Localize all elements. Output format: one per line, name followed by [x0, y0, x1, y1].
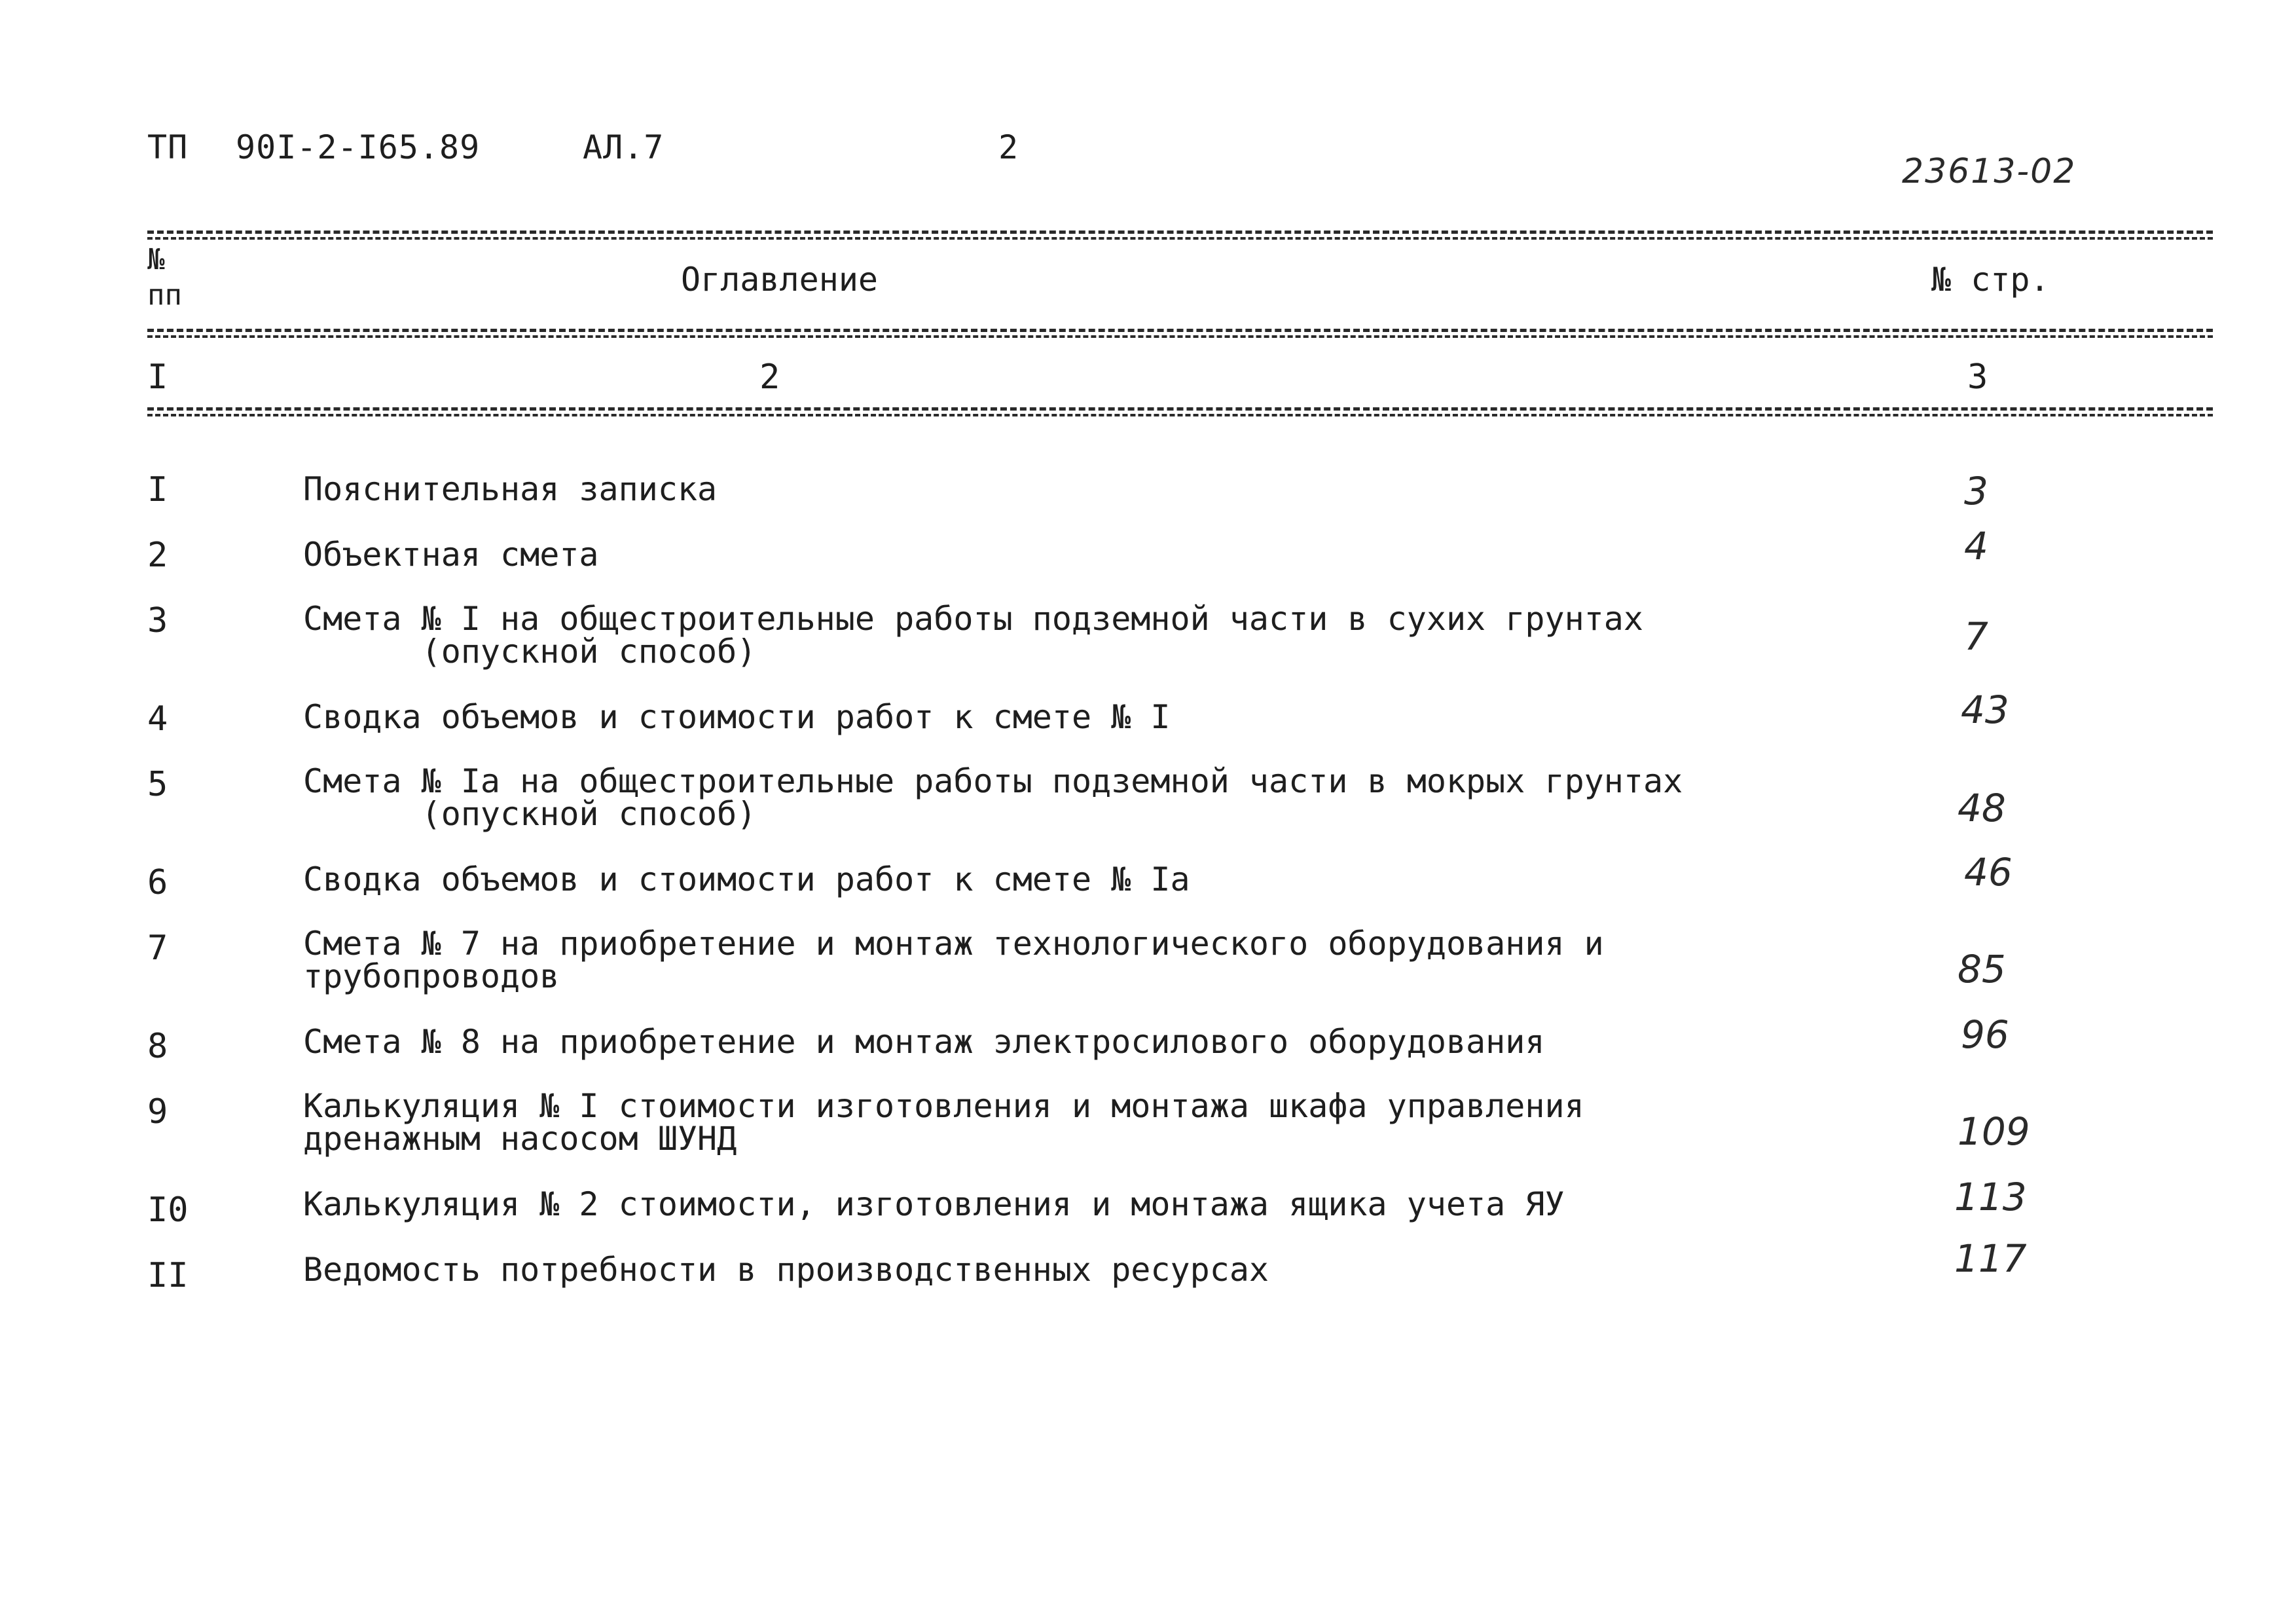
column-index-1: I	[147, 358, 168, 397]
row-number: 7	[147, 929, 168, 968]
header-bottom-rule-double	[147, 335, 2213, 338]
row-page: 4	[1964, 524, 1988, 568]
index-bottom-rule-double	[147, 414, 2213, 416]
row-title: Объектная смета	[303, 536, 599, 574]
table-top-rule-double	[147, 237, 2213, 240]
row-title-continued: (опускной способ)	[303, 795, 757, 833]
row-page: 109	[1958, 1109, 2030, 1154]
doc-code: 90I-2-I65.89	[236, 128, 481, 166]
row-number: II	[147, 1256, 189, 1295]
row-number: 6	[147, 863, 168, 902]
row-number: 8	[147, 1027, 168, 1066]
row-number: 4	[147, 699, 168, 739]
album-sheet: АЛ.7	[583, 128, 665, 166]
column-header-number	[147, 242, 182, 313]
row-number: 3	[147, 601, 168, 640]
column-index-3: 3	[1967, 358, 1988, 397]
row-title: Смета № 7 на приобретение и монтаж технологического оборудования и	[303, 925, 1604, 963]
row-page: 48	[1958, 786, 2006, 830]
row-page: 113	[1954, 1175, 2027, 1219]
row-title: Калькуляция № 2 стоимости, изготовления и монтажа ящика учета ЯУ	[303, 1185, 1565, 1223]
column-header-page: № стр.	[1931, 261, 2050, 299]
page-number: 2	[998, 128, 1019, 166]
row-title: Сводка объемов и стоимости работ к смете № Iа	[303, 860, 1190, 898]
row-page: 7	[1964, 614, 1988, 659]
row-title: Смета № 8 на приобретение и монтаж электросилового оборудования	[303, 1023, 1545, 1061]
row-page: 85	[1958, 947, 2006, 991]
row-title: Смета № I на общестроительные работы подземной части в сухих грунтах	[303, 600, 1643, 638]
row-title-continued: трубопроводов	[303, 957, 560, 995]
row-title: Сводка объемов и стоимости работ к смете № I	[303, 698, 1171, 736]
row-page: 46	[1964, 850, 2013, 894]
row-title: Ведомость потребности в производственных ресурсах	[303, 1251, 1269, 1289]
row-title: Калькуляция № I стоимости изготовления и монтажа шкафа управления	[303, 1087, 1584, 1125]
row-page: 43	[1961, 688, 2009, 732]
row-number: I	[147, 470, 168, 509]
column-header-number-line2: пп	[147, 278, 182, 312]
column-header-contents: Оглавление	[681, 261, 879, 299]
handwritten-registration-number: 23613-02	[1902, 152, 2077, 191]
column-header-number-line1: №	[147, 243, 165, 276]
row-page: 3	[1964, 469, 1988, 513]
header-bottom-rule	[147, 329, 2213, 332]
row-title-continued: (опускной способ)	[303, 633, 757, 671]
row-number: 5	[147, 765, 168, 804]
index-bottom-rule	[147, 407, 2213, 411]
row-title: Пояснительная записка	[303, 470, 718, 508]
row-page: 96	[1961, 1012, 2009, 1057]
doc-type: ТП	[147, 128, 189, 166]
row-number: 9	[147, 1092, 168, 1132]
row-number: I0	[147, 1190, 189, 1230]
row-title: Смета № Iа на общестроительные работы подземной части в мокрых грунтах	[303, 762, 1683, 800]
table-top-rule	[147, 230, 2213, 234]
row-number: 2	[147, 536, 168, 575]
row-page: 117	[1954, 1236, 2027, 1281]
column-index-2: 2	[759, 358, 780, 397]
row-title-continued: дренажным насосом ШУНД	[303, 1120, 737, 1158]
